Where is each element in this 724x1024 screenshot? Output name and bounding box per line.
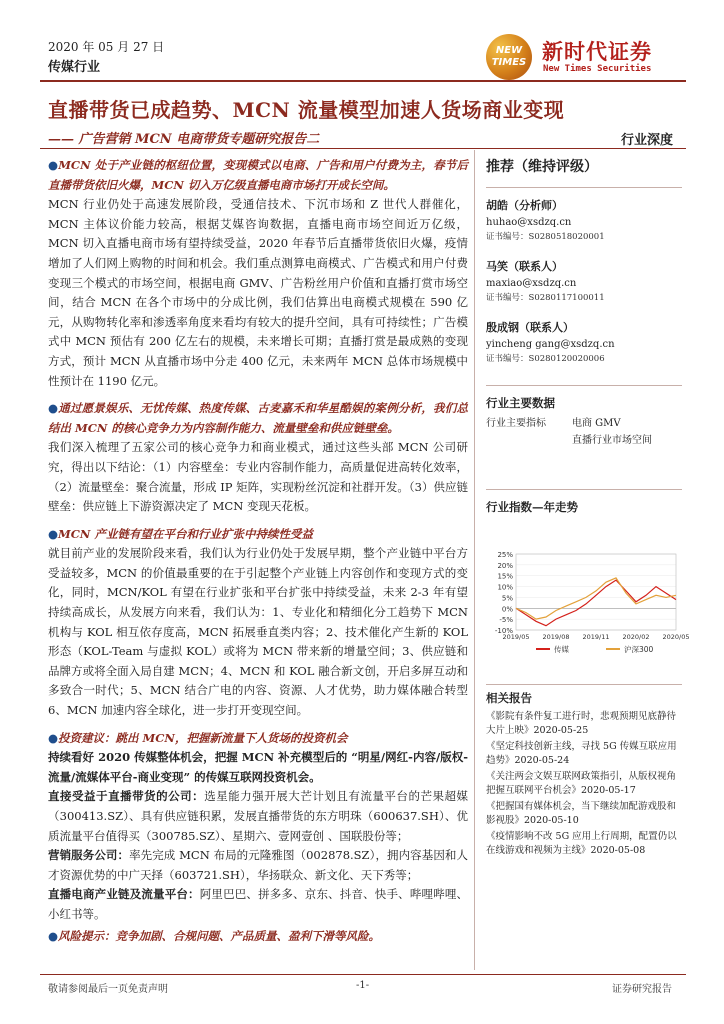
related-report-link[interactable]: 《坚定科技创新主线，寻找 5G 传媒互联应用趋势》2020-05-24: [486, 740, 677, 766]
sidebar-divider: [486, 385, 682, 386]
industry-index-chart: [486, 548, 690, 664]
title-divider: [40, 148, 686, 149]
page-number: -1-: [356, 980, 370, 991]
key-data-label: [486, 432, 572, 449]
sidebar-divider: [486, 684, 682, 685]
logo-en-text: New Times Securities: [543, 64, 652, 74]
report-subtitle: —— 广告营销 MCN 电商带货专题研究报告二: [48, 132, 320, 147]
logo-badge-line1: NEW: [495, 45, 523, 56]
y-tick-label: 25%: [497, 551, 513, 559]
key-data-row: [486, 432, 686, 449]
section4-para1: [48, 787, 468, 846]
legend-label: 沪深300: [624, 645, 654, 654]
y-tick-label: -5%: [499, 616, 513, 625]
analyst-card: [486, 320, 686, 367]
sidebar: [486, 160, 686, 519]
chart-heading: 行业指数—年走势: [486, 500, 578, 514]
main-column: [48, 156, 468, 946]
analyst-card: [486, 198, 686, 245]
section4-para3-body: 阿里巴巴、拼多多、京东、抖音、快手、哔哩哔哩、小红书等。: [48, 887, 469, 921]
x-tick-label: 2019/11: [582, 633, 610, 641]
footer-divider: [40, 974, 686, 975]
analyst-card: [486, 259, 686, 306]
key-data-row: [486, 415, 686, 432]
report-title: 直播带货已成趋势、MCN 流量模型加速人货场商业变现: [48, 98, 565, 122]
section4-heading: ● 投资建议：跳出 MCN，把握新流量下人货场的投资机会: [48, 729, 468, 749]
sidebar-divider: [486, 187, 682, 188]
related-reports: [486, 684, 682, 860]
related-report-link[interactable]: 《影院有条件复工进行时，悲观预期见底静待大片上映》2020-05-25: [486, 710, 677, 736]
section1-heading: ● MCN 处于产业链的枢纽位置，变现模式以电商、广告和用户付费为主，春节后直播带货依旧火爆，MCN 切入万亿级直播电商市场打开成长空间。: [48, 156, 468, 195]
x-tick-label: 2020/02: [622, 633, 650, 641]
section1-body: MCN 行业仍处于高速发展阶段，受通信技术、下沉市场和 Z 世代人群催化，MCN 主体议价能力较高，根据艾媒咨询数据，直播电商市场空间近万亿级，MCN 切入直播电商市场有望持续受益，2020 年春节后直播带货依旧火爆，疫情增加了人们网上购物的时间和机会。我们重点测算电商模式、广告模式和用户付费变现三个模式的市场空间，根据电商 GMV、广告粉丝用户价值和直播打赏市场空间，结合 MCN 在各个市场中的分成比例，我们估算出电商模式规模在 590 亿元，从购物转化率和渗透率角度来看均有较大的提升空间，具有可持续性；广告模式中 MCN 预估有 200 亿左右的规模，未来增长可期；直播打赏是最成熟的变现方式，预计 MCN 从直播市场中分走 400 亿元，未来两年 MCN 总体市场规模中性预计在 1190 亿元。: [48, 197, 468, 388]
section3-body: 就目前产业的发展阶段来看，我们认为行业仍处于发展早期，整个产业链中平台方受益较多，MCN 的价值最重要的在于引起整个产业链上内容创作和变现方式的变化，同时，MCN/KOL 有望在行业扩张和平台扩张中持续受益，未来 2-3 年有望持续高成长，从发展方向来看，我们认为：1、专业化和精细化分工趋势下 MCN 机构与 KOL 相互依存度高，MCN 拓展垂直类内容；2、技术催化产生新的 KOL 形态（KOL-Team 与虚拟 KOL）或将为 MCN 带来新的增量空间；3、供应链和品牌方或将全面入局自建 MCN；4、MCN 和 KOL 融合新文创，开启多屏互动和多致合一时代；5、MCN 结合广电的内容、资源、人才优势，助力媒体融合转型 6、MCN 加速内容全球化，进一步打开变现空间。: [48, 546, 468, 718]
related-report-link[interactable]: 《把握国有媒体机会，当下继续加配游戏股和影视股》2020-05-10: [486, 800, 677, 826]
rating: 推荐（维持评级）: [486, 159, 598, 175]
footer-label: 证券研究报告: [612, 984, 672, 995]
related-report-link[interactable]: 《关注两会文娱互联网政策指引，从版权视角把握互联网平台机会》2020-05-17: [486, 770, 677, 796]
x-tick-label: 2019/08: [542, 633, 570, 641]
y-tick-label: -10%: [494, 627, 513, 635]
column-divider: [474, 150, 475, 970]
section4-para2-body: 率先完成 MCN 布局的元隆雅图（002878.SZ），拥内容基因和人才资源优势的中广天择（603721.SH），华扬联众、新文化、天下秀等；: [48, 848, 469, 882]
x-tick-label: 2020/05: [662, 633, 690, 641]
section2-heading: ● 通过愿景娱乐、无忧传媒、热度传媒、古麦嘉禾和华星酷娱的案例分析，我们总结出 MCN 的核心竞争力为内容制作能力、流量壁垒和供应链壁垒。: [48, 399, 468, 438]
analyst-email[interactable]: maxiao@xsdzq.cn: [486, 278, 577, 289]
section4-para3-label: 直播电商产业链及流量平台：: [48, 887, 200, 902]
header-divider: [40, 80, 686, 82]
analyst-email[interactable]: huhao@xsdzq.cn: [486, 217, 572, 228]
report-type-tag: 行业深度: [621, 133, 674, 148]
analyst-name: 胡皓（分析师）: [486, 199, 563, 212]
y-tick-label: 20%: [497, 561, 513, 570]
key-data-value: 直播行业市场空间: [572, 435, 652, 446]
analyst-cert: 证书编号：S0280117100011: [486, 293, 605, 303]
key-data-value: 电商 GMV: [572, 418, 621, 429]
chart-svg: [486, 548, 690, 664]
analyst-name: 殷成钢（联系人）: [486, 321, 574, 334]
related-heading: 相关报告: [486, 691, 532, 705]
section3-heading: ● MCN 产业链有望在平台和行业扩张中持续性受益: [48, 525, 468, 545]
analyst-name: 马笑（联系人）: [486, 260, 563, 273]
report-date: 2020 年 05 月 27 日: [48, 40, 165, 54]
logo-badge-line2: TIMES: [491, 57, 527, 68]
section4-para3: [48, 885, 468, 924]
key-data-heading: 行业主要数据: [486, 396, 555, 410]
y-tick-label: 15%: [497, 572, 513, 581]
analyst-cert: 证书编号：S0280120020006: [486, 354, 605, 364]
y-tick-label: 0%: [501, 605, 513, 614]
sidebar-divider: [486, 489, 682, 490]
analyst-cert: 证书编号：S0280518020001: [486, 232, 605, 242]
section2-body: 我们深入梳理了五家公司的核心竞争力和商业模式，通过这些头部 MCN 公司研究，得出以下结论：（1）内容壁垒：专业内容制作能力，高质量促进高转化效率，（2）流量壁垒：聚合流量，形成 IP 矩阵，实现粉丝沉淀和社群开发。（3）供应链壁垒：供应链上下游资源决定了 MCN 变现天花板。: [48, 440, 468, 514]
x-tick-label: 2019/05: [502, 633, 530, 641]
logo-badge-icon: [486, 34, 532, 80]
y-tick-label: 10%: [497, 583, 513, 592]
section4-lead: 持续看好 2020 传媒整体机会，把握 MCN 补充模型后的 “明星/网红-内容/版权-流量/流媒体平台-商业变现” 的传媒互联网投资机会。: [48, 750, 468, 784]
key-data-label: 行业主要指标: [486, 418, 546, 429]
section4-para1-body: 选星能力强开展大芒计划且有流量平台的芒果超媒（300413.SZ）、具有供应链积累，发展直播带货的东方明珠（600637.SH）、优质流量平台值得买（300785.SZ）、星期六、壹网壹创 、国联股份等；: [48, 789, 469, 843]
related-report-link[interactable]: 《疫情影响不改 5G 应用上行周期，配置仍以在线游戏和视频为主线》2020-05-08: [486, 830, 677, 856]
section4-para1-label: 直接受益于直播带货的公司：: [48, 789, 205, 804]
legend-label: 传媒: [554, 645, 569, 654]
risk-warning: ● 风险提示：竞争加剧、合规问题、产品质量、盈利下滑等风险。: [48, 927, 468, 947]
y-tick-label: 5%: [501, 594, 513, 603]
analyst-email[interactable]: yincheng gang@xsdzq.cn: [486, 339, 615, 350]
company-logo: [486, 34, 672, 78]
series-line-1: [516, 578, 676, 619]
logo-cn-text: 新时代证券: [542, 40, 652, 64]
section4-para2-label: 营销服务公司：: [48, 848, 130, 863]
industry-label: 传媒行业: [48, 60, 101, 75]
section4-para2: [48, 846, 468, 885]
footer-disclaimer[interactable]: 敬请参阅最后一页免责声明: [48, 984, 168, 995]
